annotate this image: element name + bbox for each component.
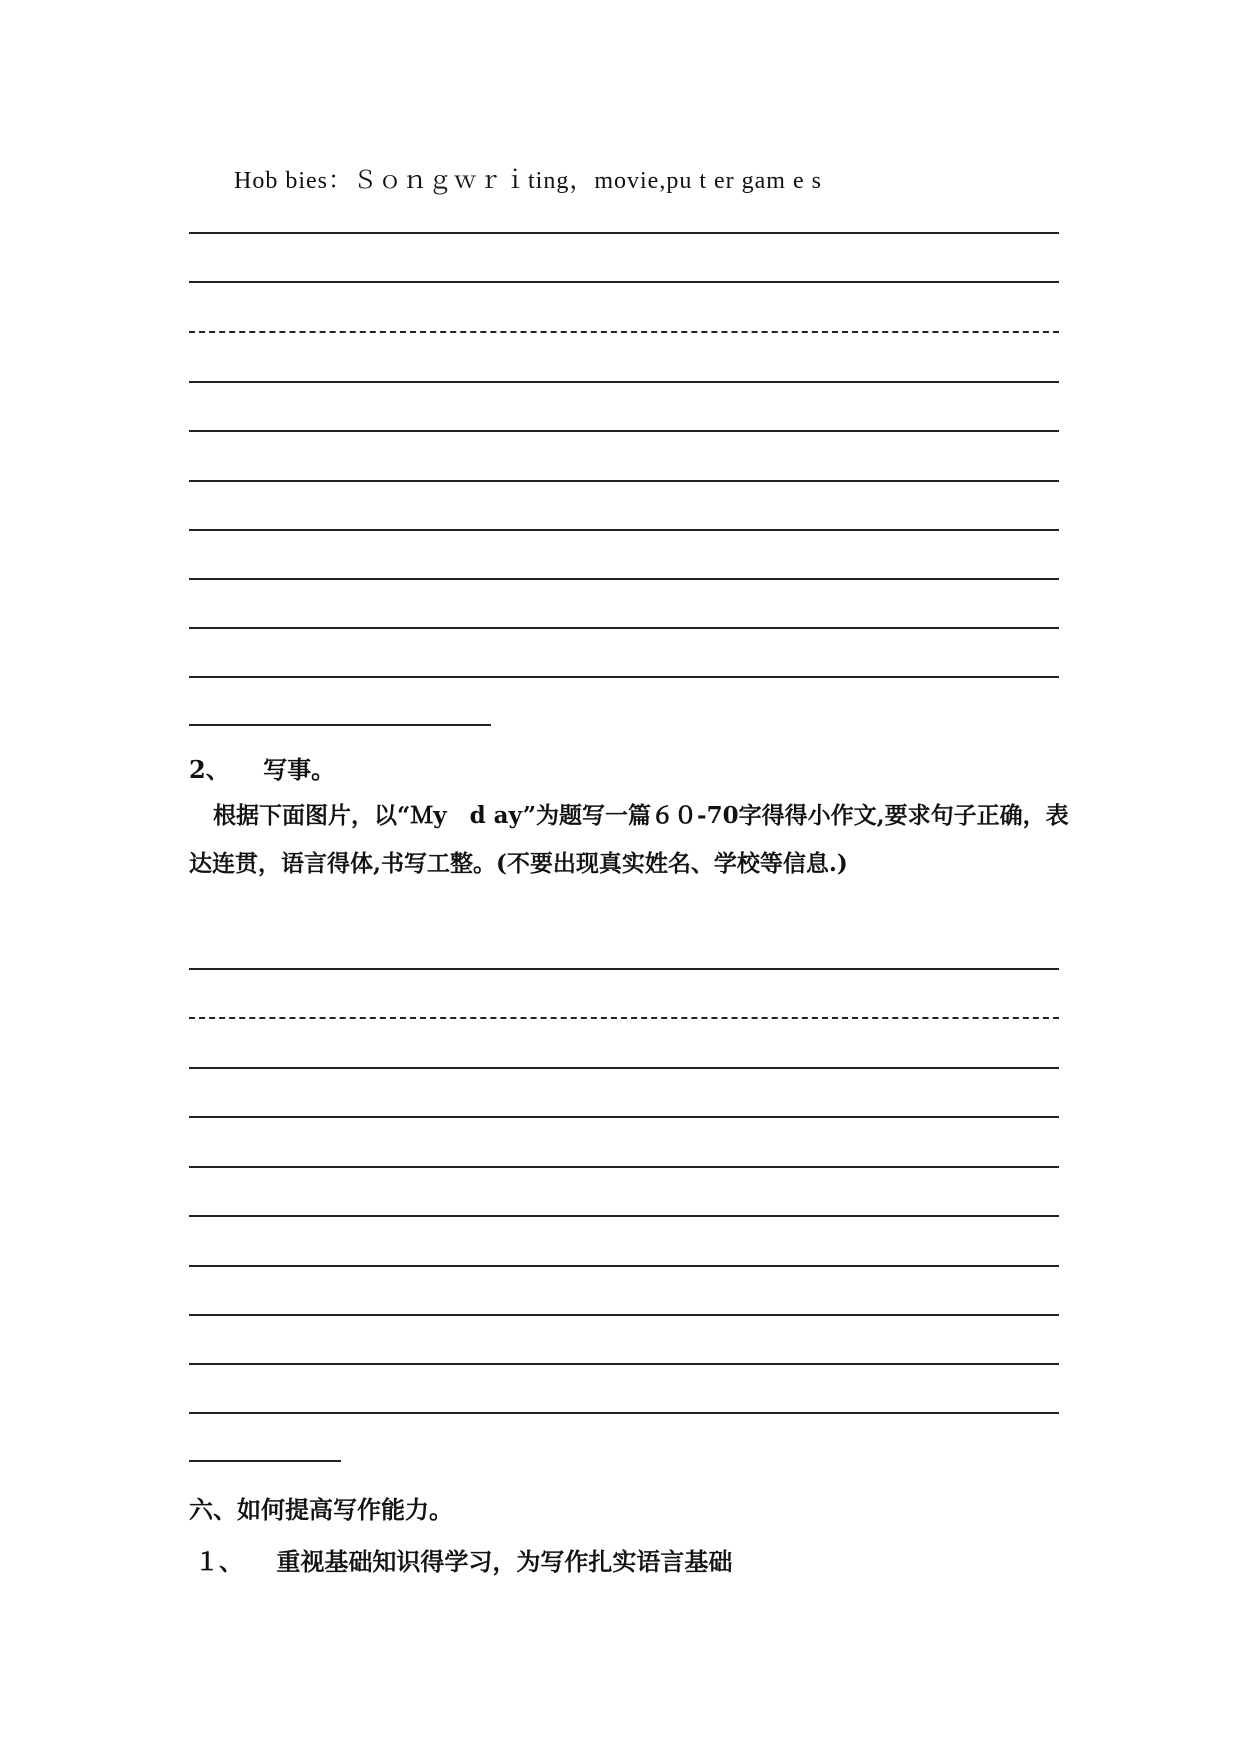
writing-line	[189, 1363, 1059, 1365]
writing-line	[189, 281, 1059, 283]
writing-line	[189, 1067, 1059, 1069]
writing-line	[189, 381, 1059, 383]
writing-line	[189, 1166, 1059, 1168]
section-2-heading	[189, 750, 335, 785]
writing-line	[189, 724, 491, 726]
writing-line	[189, 578, 1059, 580]
writing-line	[189, 1412, 1059, 1414]
writing-line	[189, 331, 1059, 333]
writing-line	[189, 232, 1059, 234]
writing-line	[189, 1215, 1059, 1217]
writing-line	[189, 430, 1059, 432]
hobbies-line: Hob bies：Ｓｏｎｇｗｒｉting，movie,pu t er gam e s	[234, 168, 822, 194]
writing-line	[189, 480, 1059, 482]
writing-line	[189, 627, 1059, 629]
section-2-instructions: 根据下面图片，以“Ｍy d ay”为题写一篇６０-70字得得小作文,要求句子正确，表达连贯，语言得体,书写工整。(不要出现真实姓名、学校等信息.)	[189, 802, 1069, 877]
writing-line	[189, 1460, 341, 1462]
writing-line	[189, 1017, 1059, 1019]
writing-line	[189, 676, 1059, 678]
writing-line	[189, 1314, 1059, 1316]
section-6-item-1	[195, 1542, 732, 1577]
writing-line	[189, 968, 1059, 970]
writing-line	[189, 1265, 1059, 1267]
writing-line	[189, 1116, 1059, 1118]
section-6-title: 六、如何提高写作能力。	[189, 1495, 453, 1524]
section-6-item-1-text: 重视基础知识得学习，为写作扎实语言基础	[276, 1547, 733, 1576]
writing-line	[189, 529, 1059, 531]
section-2-title: 写事。	[263, 755, 336, 784]
section-2-number: 2、	[189, 755, 230, 784]
section-6-item-1-number: １、	[195, 1547, 243, 1576]
